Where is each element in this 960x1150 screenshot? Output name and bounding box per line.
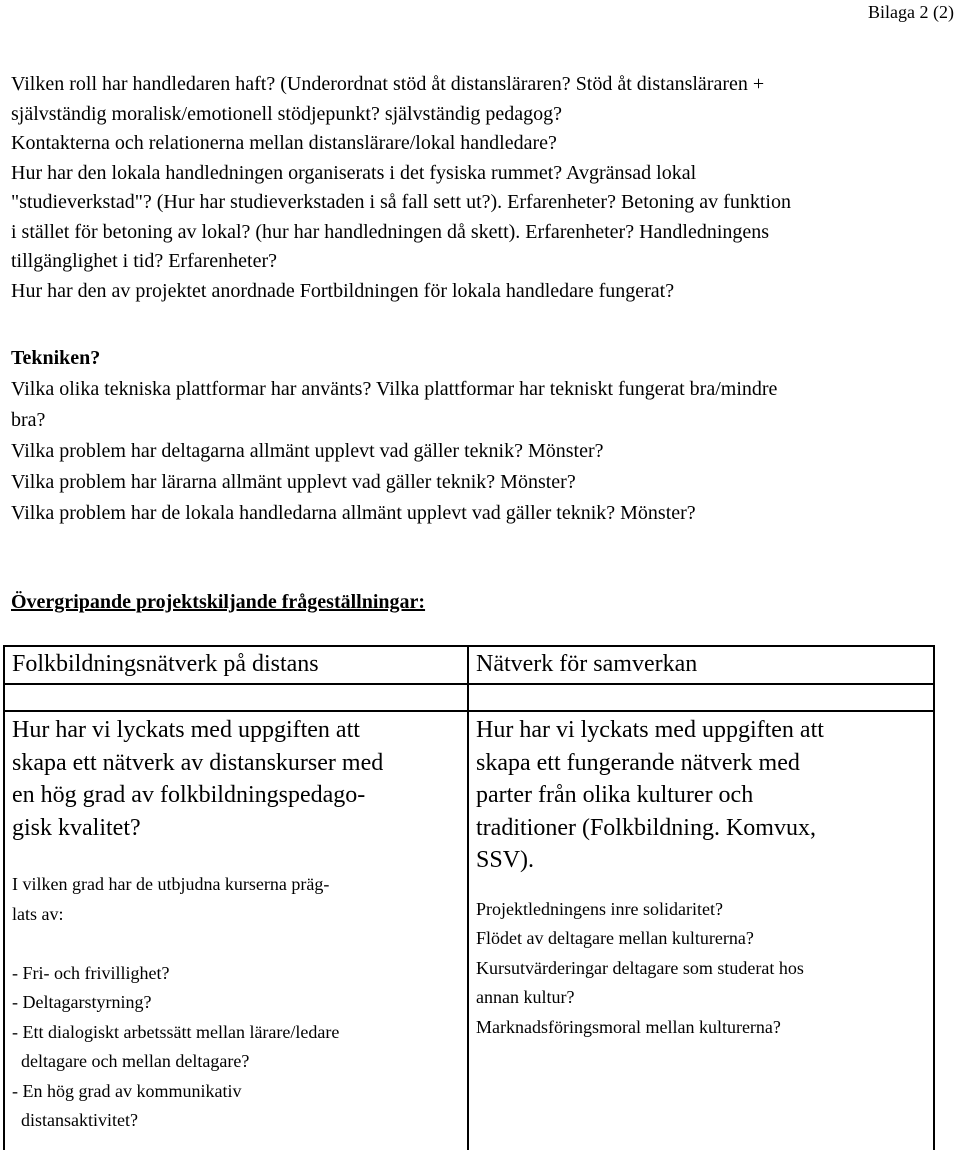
right-sub-line: Marknadsföringsmoral mellan kulturerna?: [476, 1016, 781, 1037]
right-question-line: traditioner (Folkbildning. Komvux,: [476, 814, 816, 841]
left-column-content: [12, 714, 462, 1136]
right-column-content: [476, 714, 926, 1042]
technology-line: Vilka problem har lärarna allmänt upplevt vad gäller teknik? Mönster?: [11, 471, 576, 493]
intro-line: i stället för betoning av lokal? (hur har handledningen då skett). Erfarenheter? Handledningens: [11, 220, 770, 243]
table-border-top: [3, 645, 935, 647]
technology-line: Vilka problem har de lokala handledarna allmänt upplevt vad gäller teknik? Mönster?: [11, 502, 696, 524]
intro-line: "studieverkstad"? (Hur har studieverkstaden i så fall sett ut?). Erfarenheter? Betoning av funktion: [11, 191, 791, 213]
intro-line: Kontakterna och relationerna mellan distanslärare/lokal handledare?: [11, 132, 557, 154]
table-row-divider: [3, 710, 935, 712]
technology-heading: Tekniken?: [11, 347, 101, 369]
left-question-line: en hög grad av folkbildningspedago-: [12, 782, 366, 808]
right-sub-line: Kursutvärderingar deltagare som studerat hos: [476, 957, 804, 978]
technology-line: bra?: [11, 409, 46, 431]
left-sub-line: - Deltagarstyrning?: [12, 992, 152, 1012]
left-sub-line: - En hög grad av kommunikativ: [12, 1080, 242, 1101]
intro-line: tillgänglighet i tid? Erfarenheter?: [11, 250, 277, 272]
table-column-divider: [467, 645, 469, 1150]
left-sub-line: lats av:: [12, 903, 64, 924]
left-question-line: Hur har vi lyckats med uppgiften att: [12, 717, 360, 743]
intro-line: självständig moralisk/emotionell stödjepunkt? självständig pedagog?: [11, 102, 563, 125]
right-sub-line: Flödet av deltagare mellan kulturerna?: [476, 928, 754, 948]
left-sub-line: deltagare och mellan deltagare?: [12, 1051, 250, 1071]
table-row-divider: [3, 683, 935, 685]
right-question-line: parter från olika kulturer och: [476, 782, 754, 808]
table-border-left: [3, 645, 5, 1150]
right-column-title: Nätverk för samverkan: [476, 651, 698, 677]
right-question-line: skapa ett fungerande nätverk med: [476, 749, 800, 776]
technology-line: Vilka olika tekniska plattformar har använts? Vilka plattformar har tekniskt fungerat bra/mindre: [11, 378, 778, 400]
technology-line: Vilka problem har deltagarna allmänt upplevt vad gäller teknik? Mönster?: [11, 440, 604, 462]
left-sub-line: - Fri- och frivillighet?: [12, 962, 170, 983]
left-sub-line: I vilken grad har de utbjudna kurserna präg-: [12, 874, 330, 894]
right-question-line: Hur har vi lyckats med uppgiften att: [476, 717, 824, 743]
left-question-line: gisk kvalitet?: [12, 814, 141, 841]
intro-line: Vilken roll har handledaren haft? (Underordnat stöd åt distansläraren? Stöd åt distansläraren +: [11, 73, 765, 95]
left-question-line: skapa ett nätverk av distanskurser med: [12, 749, 384, 776]
intro-line: Hur har den lokala handledningen organiserats i det fysiska rummet? Avgränsad lokal: [11, 161, 697, 184]
left-sub-line: [12, 929, 462, 959]
intro-questions: [11, 70, 951, 306]
left-column-title: Folkbildningsnätverk på distans: [12, 651, 319, 677]
right-sub-line: annan kultur?: [476, 987, 575, 1007]
right-question-line: SSV).: [476, 847, 535, 873]
technology-questions: [11, 374, 941, 529]
left-sub-line: distansaktivitet?: [12, 1110, 138, 1130]
intro-line: Hur har den av projektet anordnade Fortbildningen för lokala handledare fungerat?: [11, 279, 675, 302]
table-border-right: [933, 645, 935, 1150]
left-sub-line: - Ett dialogiskt arbetssätt mellan lärare/ledare: [12, 1021, 340, 1042]
overall-heading: Övergripande projektskiljande frågeställningar:: [11, 591, 426, 613]
appendix-label: Bilaga 2 (2): [868, 2, 954, 22]
comparison-table: [3, 645, 935, 1150]
right-sub-line: Projektledningens inre solidaritet?: [476, 898, 723, 919]
